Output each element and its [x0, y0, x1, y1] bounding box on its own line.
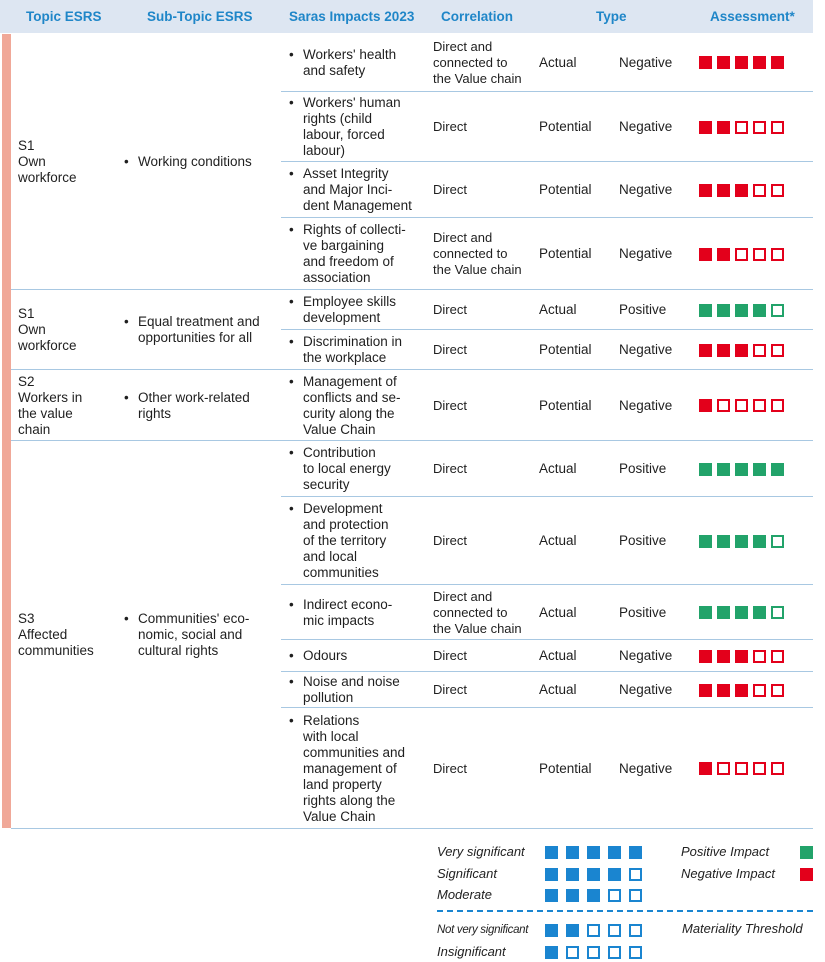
filled-square — [753, 56, 766, 69]
filled-square — [735, 184, 748, 197]
filled-square — [587, 846, 600, 859]
empty-square — [771, 606, 784, 619]
filled-square — [735, 304, 748, 317]
empty-square — [587, 946, 600, 959]
empty-square — [771, 535, 784, 548]
materiality-threshold-line — [437, 910, 813, 912]
correlation-cell: Direct — [433, 398, 467, 413]
filled-square — [545, 846, 558, 859]
correlation-cell: Direct and connected to the Value chain — [433, 39, 522, 86]
empty-square — [771, 684, 784, 697]
empty-square — [753, 121, 766, 134]
empty-square — [735, 762, 748, 775]
header-subtopic: Sub-Topic ESRS — [147, 9, 253, 24]
sign-cell: Negative — [619, 398, 673, 413]
filled-square — [545, 924, 558, 937]
legend-level-label: Insignificant — [437, 944, 506, 959]
assessment-squares — [699, 606, 784, 619]
table-header — [0, 0, 813, 33]
subtopic-cell: • Equal treatment and opportunities for all — [138, 314, 278, 346]
materiality-threshold-label: Materiality Threshold — [682, 921, 803, 936]
legend-level-squares — [545, 846, 642, 859]
filled-square — [717, 56, 730, 69]
empty-square — [717, 399, 730, 412]
occurrence-cell: Actual — [539, 682, 577, 697]
filled-square — [699, 650, 712, 663]
filled-square — [735, 650, 748, 663]
filled-square — [699, 535, 712, 548]
filled-square — [717, 184, 730, 197]
filled-square — [699, 121, 712, 134]
empty-square — [753, 762, 766, 775]
empty-square — [753, 184, 766, 197]
negative-impact-swatch — [800, 868, 813, 881]
row-divider — [281, 91, 813, 92]
header-topic: Topic ESRS — [26, 9, 102, 24]
filled-square — [735, 344, 748, 357]
assessment-squares — [699, 304, 784, 317]
empty-square — [753, 248, 766, 261]
filled-square — [629, 846, 642, 859]
occurrence-cell: Actual — [539, 302, 577, 317]
header-type: Type — [596, 9, 627, 24]
occurrence-cell: Potential — [539, 342, 592, 357]
empty-square — [629, 868, 642, 881]
positive-impact-swatch — [800, 846, 813, 859]
empty-square — [771, 304, 784, 317]
empty-square — [587, 924, 600, 937]
sign-cell: Negative — [619, 342, 673, 357]
impact-cell: • Asset Integrity and Major Inci- dent Management — [303, 166, 428, 214]
correlation-cell: Direct and connected to the Value chain — [433, 230, 522, 277]
subtopic-cell: • Communities' eco- nomic, social and cultural rights — [138, 611, 278, 659]
sign-cell: Negative — [619, 246, 673, 261]
assessment-squares — [699, 248, 784, 261]
filled-square — [566, 924, 579, 937]
header-correlation: Correlation — [441, 9, 514, 24]
correlation-cell: Direct — [433, 182, 467, 197]
row-divider — [281, 161, 813, 162]
filled-square — [545, 946, 558, 959]
sign-cell: Negative — [619, 682, 673, 697]
filled-square — [753, 535, 766, 548]
filled-square — [735, 463, 748, 476]
filled-square — [735, 606, 748, 619]
filled-square — [587, 868, 600, 881]
occurrence-cell: Actual — [539, 461, 577, 476]
filled-square — [717, 535, 730, 548]
correlation-cell: Direct — [433, 533, 467, 548]
correlation-cell: Direct — [433, 342, 467, 357]
negative-impact-label: Negative Impact — [681, 866, 775, 881]
filled-square — [753, 463, 766, 476]
legend-level-squares — [545, 946, 642, 959]
impact-cell: • Rights of collecti- ve bargaining and freedom of association — [303, 222, 428, 286]
correlation-cell: Direct — [433, 119, 467, 134]
filled-square — [753, 606, 766, 619]
sign-cell: Positive — [619, 605, 667, 620]
sign-cell: Negative — [619, 55, 673, 70]
filled-square — [717, 606, 730, 619]
empty-square — [753, 344, 766, 357]
impact-cell: • Indirect econo- mic impacts — [303, 597, 428, 629]
assessment-squares — [699, 463, 784, 476]
empty-square — [629, 946, 642, 959]
empty-square — [771, 399, 784, 412]
filled-square — [587, 889, 600, 902]
filled-square — [545, 868, 558, 881]
empty-square — [771, 762, 784, 775]
impact-cell: • Discrimination in the workplace — [303, 334, 428, 366]
empty-square — [629, 924, 642, 937]
filled-square — [699, 399, 712, 412]
occurrence-cell: Potential — [539, 119, 592, 134]
header-impacts: Saras Impacts 2023 — [289, 9, 415, 24]
filled-square — [566, 868, 579, 881]
row-divider — [281, 671, 813, 672]
empty-square — [608, 889, 621, 902]
left-accent-bar — [2, 34, 11, 828]
filled-square — [699, 184, 712, 197]
correlation-cell: Direct — [433, 761, 467, 776]
filled-square — [717, 248, 730, 261]
empty-square — [717, 762, 730, 775]
topic-cell: S1 Own workforce — [18, 306, 77, 353]
filled-square — [566, 889, 579, 902]
filled-square — [699, 463, 712, 476]
topic-cell: S2 Workers in the value chain — [18, 374, 83, 437]
row-divider — [281, 496, 813, 497]
subtopic-cell: • Other work-related rights — [138, 390, 278, 422]
impact-cell: • Noise and noise pollution — [303, 674, 428, 706]
impact-cell: • Odours — [303, 648, 428, 664]
filled-square — [735, 684, 748, 697]
filled-square — [717, 121, 730, 134]
empty-square — [771, 650, 784, 663]
filled-square — [717, 684, 730, 697]
legend-level-squares — [545, 924, 642, 937]
empty-square — [735, 121, 748, 134]
empty-square — [771, 248, 784, 261]
subtopic-cell: • Working conditions — [138, 154, 278, 170]
impact-cell: • Employee skills development — [303, 294, 428, 326]
occurrence-cell: Potential — [539, 398, 592, 413]
legend-level-label: Not very significant — [437, 924, 529, 936]
assessment-squares — [699, 762, 784, 775]
filled-square — [545, 889, 558, 902]
occurrence-cell: Potential — [539, 182, 592, 197]
filled-square — [717, 463, 730, 476]
filled-square — [717, 650, 730, 663]
empty-square — [608, 924, 621, 937]
group-divider — [11, 440, 813, 441]
impact-cell: • Relations with local communities and management of land property rights along the Value Chain — [303, 713, 428, 825]
row-divider — [281, 707, 813, 708]
group-divider — [11, 828, 813, 829]
sign-cell: Negative — [619, 761, 673, 776]
row-divider — [281, 639, 813, 640]
occurrence-cell: Actual — [539, 648, 577, 663]
header-assessment: Assessment* — [710, 9, 795, 24]
empty-square — [735, 399, 748, 412]
legend-level-label: Significant — [437, 866, 497, 881]
row-divider — [281, 584, 813, 585]
filled-square — [735, 535, 748, 548]
filled-square — [699, 248, 712, 261]
impact-cell: • Development and protection of the territory and local communities — [303, 501, 428, 581]
correlation-cell: Direct and connected to the Value chain — [433, 589, 522, 636]
sign-cell: Positive — [619, 302, 667, 317]
filled-square — [566, 846, 579, 859]
empty-square — [753, 684, 766, 697]
empty-square — [629, 889, 642, 902]
filled-square — [699, 56, 712, 69]
occurrence-cell: Actual — [539, 533, 577, 548]
empty-square — [753, 399, 766, 412]
empty-square — [771, 121, 784, 134]
sign-cell: Positive — [619, 461, 667, 476]
filled-square — [771, 463, 784, 476]
occurrence-cell: Potential — [539, 246, 592, 261]
assessment-squares — [699, 535, 784, 548]
impact-cell: • Management of conflicts and se- curity along the Value Chain — [303, 374, 428, 438]
sign-cell: Negative — [619, 182, 673, 197]
correlation-cell: Direct — [433, 461, 467, 476]
assessment-squares — [699, 184, 784, 197]
occurrence-cell: Actual — [539, 605, 577, 620]
filled-square — [699, 344, 712, 357]
topic-cell: S3 Affected communities — [18, 611, 94, 658]
sign-cell: Positive — [619, 533, 667, 548]
group-divider — [11, 369, 813, 370]
filled-square — [608, 846, 621, 859]
legend-level-label: Very significant — [437, 844, 525, 859]
impact-cell: • Workers' human rights (child labour, forced labour) — [303, 95, 428, 159]
topic-cell: S1 Own workforce — [18, 138, 77, 185]
assessment-squares — [699, 344, 784, 357]
group-divider — [11, 289, 813, 290]
correlation-cell: Direct — [433, 302, 467, 317]
legend-level-squares — [545, 868, 642, 881]
empty-square — [771, 184, 784, 197]
occurrence-cell: Actual — [539, 55, 577, 70]
empty-square — [771, 344, 784, 357]
assessment-squares — [699, 56, 784, 69]
legend-level-label: Moderate — [437, 887, 492, 902]
empty-square — [608, 946, 621, 959]
filled-square — [717, 304, 730, 317]
empty-square — [735, 248, 748, 261]
assessment-squares — [699, 399, 784, 412]
filled-square — [699, 684, 712, 697]
filled-square — [753, 304, 766, 317]
empty-square — [753, 650, 766, 663]
sign-cell: Negative — [619, 648, 673, 663]
filled-square — [699, 762, 712, 775]
filled-square — [717, 344, 730, 357]
assessment-squares — [699, 684, 784, 697]
filled-square — [771, 56, 784, 69]
impact-cell: • Contribution to local energy security — [303, 445, 428, 493]
filled-square — [608, 868, 621, 881]
correlation-cell: Direct — [433, 682, 467, 697]
assessment-squares — [699, 650, 784, 663]
row-divider — [281, 329, 813, 330]
positive-impact-label: Positive Impact — [681, 844, 770, 859]
occurrence-cell: Potential — [539, 761, 592, 776]
filled-square — [699, 606, 712, 619]
assessment-squares — [699, 121, 784, 134]
filled-square — [699, 304, 712, 317]
filled-square — [735, 56, 748, 69]
sign-cell: Negative — [619, 119, 673, 134]
row-divider — [281, 217, 813, 218]
legend-level-squares — [545, 889, 642, 902]
correlation-cell: Direct — [433, 648, 467, 663]
empty-square — [566, 946, 579, 959]
impact-cell: • Workers' health and safety — [303, 47, 428, 79]
